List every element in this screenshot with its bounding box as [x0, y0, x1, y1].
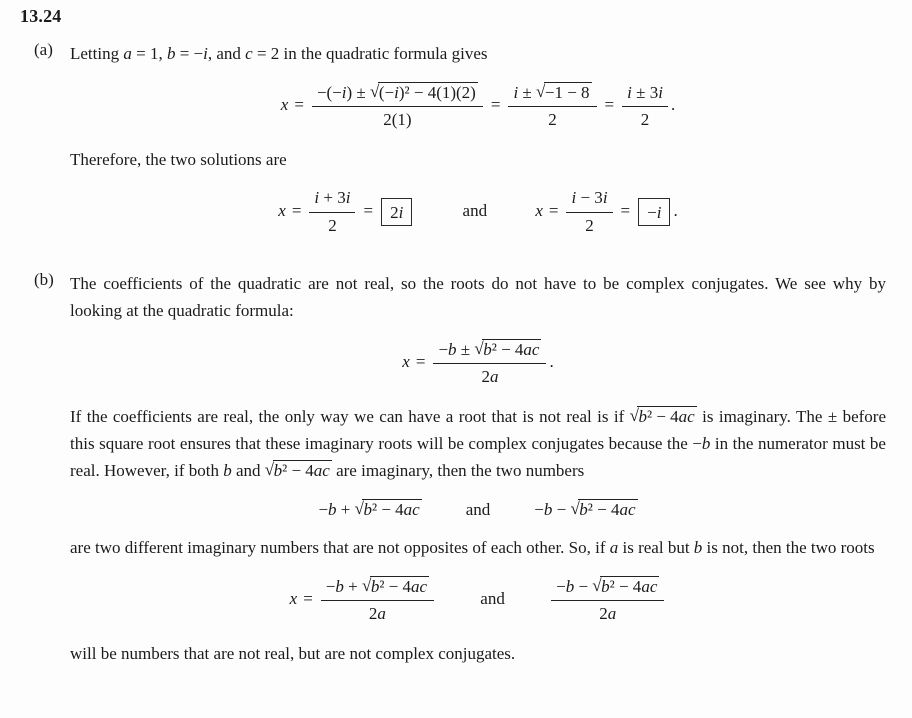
and-separator: and — [465, 499, 491, 519]
fraction — [309, 187, 355, 236]
radicand — [578, 499, 637, 519]
radicand — [378, 82, 478, 102]
math-variable-b: b — [543, 499, 553, 519]
equals-sign: = — [291, 200, 302, 220]
text-run: , and — [207, 44, 246, 63]
fraction — [622, 82, 668, 131]
part-b-body — [70, 270, 886, 668]
text-run: ² − 4 — [379, 576, 411, 596]
text-run: −(− — [316, 83, 342, 103]
math-variable-b: b — [448, 339, 457, 359]
sqrt-expression — [362, 577, 429, 596]
period: . — [549, 351, 554, 371]
math-expression — [402, 338, 554, 386]
solution-2 — [531, 188, 678, 235]
math-variable-b: b — [601, 576, 610, 596]
math-variable-b: b — [166, 44, 176, 63]
math-variable-a: a — [123, 44, 132, 63]
text-run: = 2 in the quadratic formula gives — [252, 44, 488, 63]
math-variable-x: x — [402, 351, 410, 371]
math-variable-a: a — [607, 603, 617, 623]
equals-sign: = — [415, 351, 426, 371]
math-variable-ac: ac — [411, 576, 428, 596]
equals-sign: = — [294, 95, 304, 115]
math-variable-x: x — [278, 200, 286, 220]
math-variable-i: i — [602, 188, 608, 208]
text-run: are imaginary, then the two numbers — [331, 461, 585, 481]
math-variable-ac: ac — [313, 461, 330, 481]
text-run: ) ± — [346, 83, 371, 103]
sqrt-expression — [570, 500, 637, 519]
fraction — [566, 187, 612, 236]
sqrt-expression — [370, 83, 478, 102]
sqrt-expression — [355, 500, 422, 519]
radicand: −1 − 8 — [544, 83, 590, 103]
denominator: 2 — [622, 106, 668, 131]
text-run: ± — [456, 339, 475, 359]
radical-sign: √ — [570, 498, 580, 518]
text-run: (− — [378, 83, 395, 103]
solutions-line — [70, 187, 886, 236]
equals-sign: = — [548, 200, 559, 220]
two-roots-line — [70, 575, 886, 625]
denominator — [433, 363, 546, 388]
math-variable-b: b — [273, 461, 283, 481]
text-run: )² − 4(1)(2) — [398, 83, 476, 103]
sqrt-expression — [265, 461, 332, 480]
radicand — [482, 339, 541, 359]
period: . — [673, 200, 678, 220]
math-variable-ac: ac — [678, 407, 695, 427]
expression-1 — [318, 500, 421, 519]
math-variable-b: b — [693, 537, 703, 557]
text-run: ² − 4 — [609, 576, 642, 596]
math-variable-b: b — [223, 461, 232, 481]
math-variable-a: a — [609, 537, 619, 557]
math-variable-b: b — [638, 407, 647, 427]
equals-sign: = — [363, 200, 374, 220]
text-run: is real but — [618, 537, 694, 557]
paragraph-closing: will be numbers that are not real, but are not complex conjugates. — [70, 643, 516, 663]
numerator — [321, 575, 434, 600]
period: . — [670, 95, 676, 115]
math-variable-i: i — [627, 82, 632, 102]
fraction — [508, 81, 596, 131]
denominator — [551, 600, 664, 625]
formula-quadratic-substituted — [70, 81, 886, 131]
paragraph-are-two-different — [70, 534, 886, 561]
denominator: 2 — [508, 106, 596, 131]
radicand — [273, 460, 332, 480]
text-run: ² − 4 — [646, 407, 679, 427]
math-variable-i: i — [203, 44, 208, 63]
equals-sign: = — [604, 95, 615, 115]
denominator: 2 — [309, 212, 355, 237]
math-variable-i: i — [658, 82, 663, 102]
problem-number: 13.24 — [20, 6, 62, 26]
radical-sign: √ — [474, 338, 484, 358]
solution-1 — [278, 188, 418, 235]
fraction — [312, 81, 483, 131]
numerator — [312, 81, 483, 106]
root-2 — [545, 575, 667, 623]
radicand — [600, 576, 659, 596]
text-run: − — [552, 499, 571, 519]
minus-sign: − — [325, 576, 336, 596]
equals-sign: = — [490, 95, 501, 115]
text-run: − 3 — [576, 188, 603, 208]
fraction — [551, 575, 664, 625]
part-a — [20, 40, 886, 252]
math-variable-b: b — [328, 499, 337, 519]
math-variable-ac: ac — [641, 576, 658, 596]
math-variable-b: b — [483, 339, 492, 359]
paragraph-if-coefficients — [70, 403, 886, 485]
sqrt-expression — [592, 577, 659, 596]
text-run: ± — [518, 83, 537, 103]
radicand — [362, 499, 421, 519]
two-numbers-line — [70, 499, 886, 519]
math-variable-i: i — [513, 83, 519, 103]
math-variable-b: b — [701, 434, 711, 454]
formula-quadratic-general — [70, 338, 886, 388]
numerator — [551, 575, 664, 600]
radicand — [370, 576, 429, 596]
text-run: ± 3 — [631, 82, 659, 102]
math-variable-i: i — [314, 188, 320, 208]
sqrt-expression — [630, 407, 697, 426]
text-run: 2 — [481, 366, 490, 386]
and-separator: and — [462, 200, 488, 220]
radical-sign: √ — [361, 575, 372, 595]
equals-sign: = — [620, 200, 631, 220]
text-run: 2 — [390, 203, 399, 223]
math-variable-b: b — [363, 499, 372, 519]
math-expression — [280, 82, 676, 130]
denominator: 2(1) — [312, 106, 483, 131]
radicand — [637, 406, 696, 426]
part-b-label: (b) — [34, 269, 54, 289]
radical-sign: √ — [264, 460, 275, 480]
radical-sign: √ — [629, 406, 639, 426]
text-run: are two different imaginary numbers that are not opposites of each other. So, if — [70, 537, 610, 557]
math-variable-x: x — [535, 200, 543, 220]
text-run: 2 — [368, 603, 378, 623]
text-run: 2 — [599, 603, 608, 623]
math-variable-b: b — [579, 499, 588, 519]
math-variable-a: a — [377, 603, 386, 623]
math-variable-ac: ac — [403, 499, 420, 519]
math-variable-ac: ac — [523, 339, 540, 359]
minus-sign: − — [438, 339, 449, 359]
math-variable-x: x — [280, 95, 289, 115]
paragraph-letting — [70, 40, 886, 67]
part-a-body — [70, 40, 886, 252]
numerator — [508, 81, 596, 106]
fraction — [321, 575, 434, 625]
boxed-answer-2i — [381, 198, 412, 226]
numerator — [309, 187, 355, 211]
text-run: is imaginary. The ± before this square root ensures that these imaginary roots will be complex conjugates because the − — [70, 407, 886, 454]
fraction — [433, 338, 546, 388]
sqrt-expression — [474, 340, 541, 359]
numerator — [566, 187, 612, 211]
text-run: = − — [175, 44, 204, 63]
math-variable-i: i — [398, 203, 404, 223]
radical-sign: √ — [370, 82, 380, 102]
radical-sign: √ — [536, 82, 546, 102]
text-run: − — [647, 203, 657, 223]
math-variable-ac: ac — [619, 499, 636, 519]
minus-sign: − — [556, 576, 566, 596]
part-a-label: (a) — [34, 40, 53, 59]
text-run: If the coefficients are real, the only way we can have a root that is not real is if — [70, 407, 630, 427]
text-run: ² − 4 — [587, 499, 620, 519]
math-variable-b: b — [335, 576, 344, 596]
expression-2 — [534, 500, 637, 519]
math-variable-c: c — [245, 44, 253, 63]
math-variable-i: i — [571, 188, 577, 208]
paragraph-coefficients: The coefficients of the quadratic are not real, so the roots do not have to be complex conjugates. We see why by looking at the quadratic formula: — [70, 273, 886, 320]
text-run: + 3 — [319, 188, 346, 208]
sqrt-expression — [536, 83, 592, 102]
math-variable-x: x — [289, 588, 298, 608]
text-run: and — [231, 461, 265, 481]
text-run: Letting — [70, 44, 124, 63]
radical-sign: √ — [354, 498, 364, 518]
radical-sign: √ — [592, 575, 602, 595]
boxed-answer-neg-i — [638, 198, 670, 226]
and-separator: and — [480, 588, 505, 608]
text-run: + — [336, 499, 355, 519]
text-run: + — [343, 576, 362, 596]
text-run: ² − 4 — [371, 499, 404, 519]
numerator — [622, 82, 668, 106]
text-run: ² − 4 — [282, 461, 314, 481]
text-run: in the numerator must be real. However, if both — [70, 434, 886, 481]
math-variable-i: i — [341, 83, 347, 103]
denominator — [321, 600, 434, 625]
math-variable-a: a — [489, 366, 499, 386]
text-run: ² − 4 — [491, 339, 524, 359]
math-variable-b: b — [370, 576, 380, 596]
math-variable-b: b — [565, 576, 575, 596]
part-b — [20, 270, 886, 668]
math-variable-i: i — [394, 83, 399, 103]
math-variable-i: i — [656, 203, 662, 223]
text-run: = 1, — [131, 44, 167, 63]
paragraph-therefore: Therefore, the two solutions are — [70, 150, 287, 170]
text-run: is not, then the two roots — [702, 537, 875, 557]
equals-sign: = — [303, 588, 313, 608]
minus-sign: − — [318, 499, 329, 519]
minus-sign: − — [534, 499, 544, 519]
root-1 — [289, 575, 441, 623]
text-run: − — [574, 576, 593, 596]
math-variable-i: i — [345, 188, 351, 208]
denominator: 2 — [566, 212, 612, 237]
numerator — [433, 338, 546, 363]
